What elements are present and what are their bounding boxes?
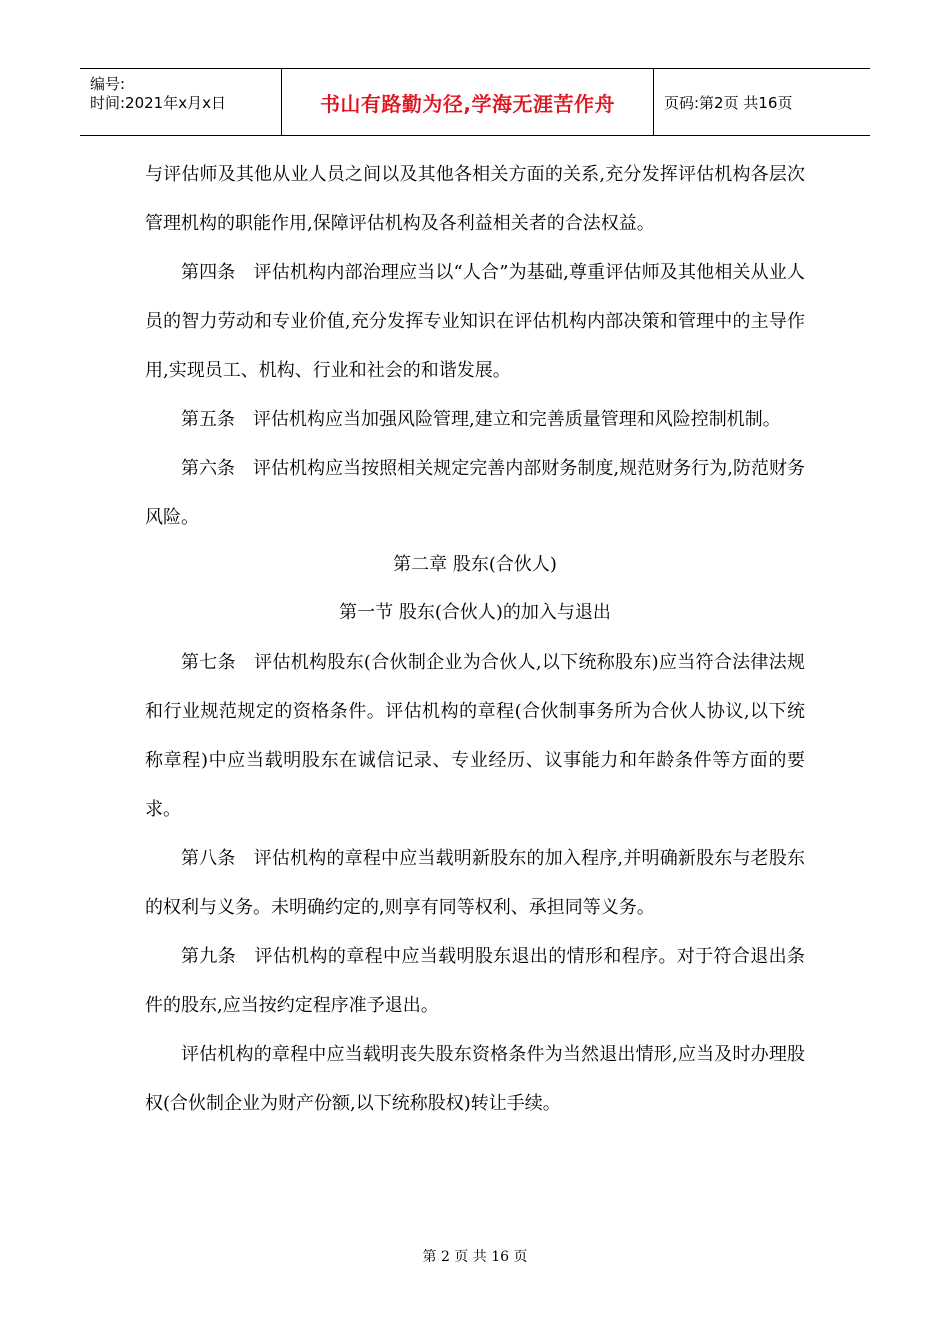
article-4: 第四条 评估机构内部治理应当以“人合”为基础,尊重评估师及其他相关从业人员的智力劳动和专业价值,充分发挥专业知识在评估机构内部决策和管理中的主导作用,实现员工、机构、行业和社会的和谐发展。 — [145, 262, 805, 381]
article-9: 第九条 评估机构的章程中应当载明股东退出的情形和程序。对于符合退出条件的股东,应当按约定程序准予退出。 — [145, 946, 805, 1016]
article-7: 第七条 评估机构股东(合伙制企业为合伙人,以下统称股东)应当符合法律法规和行业规范规定的资格条件。评估机构的章程(合伙制事务所为合伙人协议,以下统称章程)中应当载明股东在诚信记录、专业经历、议事能力和年龄条件等方面的要求。 — [145, 652, 805, 820]
footer-page-number: 第 2 页 共 16 页 — [422, 1249, 528, 1265]
header-motto-cell — [282, 69, 654, 135]
article-9-paragraph-2: 评估机构的章程中应当载明丧失股东资格条件为当然退出情形,应当及时办理股权(合伙制企业为财产份额,以下统称股权)转让手续。 — [145, 1044, 805, 1114]
article-8: 第八条 评估机构的章程中应当载明新股东的加入程序,并明确新股东与老股东的权利与义务。未明确约定的,则享有同等权利、承担同等义务。 — [145, 848, 805, 918]
document-number-label: 编号: — [90, 75, 126, 93]
document-time-label: 时间:2021年x月x日 — [90, 94, 226, 112]
header-motto: 书山有路勤为径,学海无涯苦作舟 — [319, 91, 616, 116]
header-meta-cell — [80, 69, 282, 135]
header-page-info: 页码:第2页 共16页 — [664, 93, 793, 112]
page-header — [80, 68, 870, 136]
article-6: 第六条 评估机构应当按照相关规定完善内部财务制度,规范财务行为,防范财务风险。 — [145, 458, 805, 528]
article-5: 第五条 评估机构应当加强风险管理,建立和完善质量管理和风险控制机制。 — [181, 409, 781, 430]
document-body — [145, 150, 805, 1128]
chapter-title: 第二章 股东(合伙人) — [393, 554, 557, 575]
page-footer — [0, 1246, 950, 1266]
section-title: 第一节 股东(合伙人)的加入与退出 — [339, 602, 611, 623]
header-page-cell — [654, 69, 870, 135]
paragraph-continuation: 与评估师及其他从业人员之间以及其他各相关方面的关系,充分发挥评估机构各层次管理机构的职能作用,保障评估机构及各利益相关者的合法权益。 — [145, 164, 805, 234]
